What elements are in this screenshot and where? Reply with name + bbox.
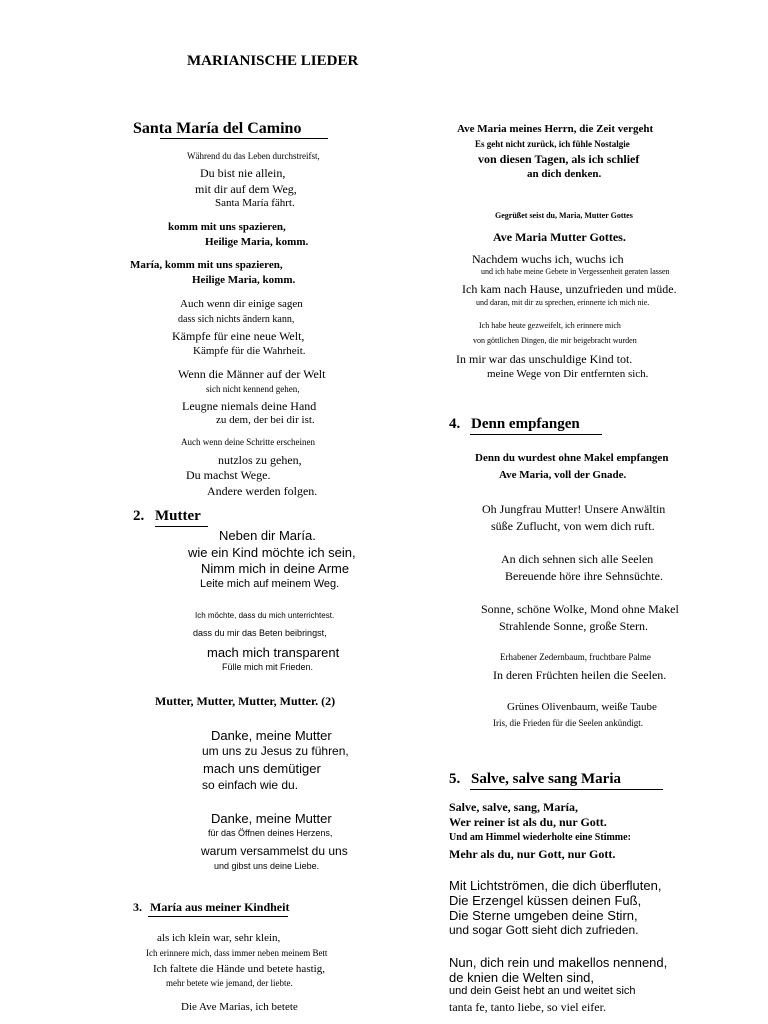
verse-line: Grünes Olivenbaum, weiße Taube bbox=[507, 701, 657, 713]
verse-line: Kämpfe für die Wahrheit. bbox=[193, 345, 306, 357]
verse-line: mach uns demütiger bbox=[203, 761, 321, 776]
verse-line: meine Wege von Dir entfernten sich. bbox=[487, 368, 649, 380]
title-underline bbox=[470, 789, 663, 790]
chorus-line: Denn du wurdest ohne Makel empfangen bbox=[475, 452, 669, 464]
verse-line: Ich möchte, dass du mich unterrichtest. bbox=[195, 611, 335, 620]
verse-line: Leugne niemals deine Hand bbox=[182, 399, 317, 413]
verse-line: Die Erzengel küssen deinen Fuß, bbox=[449, 893, 642, 908]
verse-line: als ich klein war, sehr klein, bbox=[157, 932, 281, 944]
verse-line: Iris, die Frieden für die Seelen ankündigt. bbox=[493, 718, 643, 728]
verse-line: Strahlende Sonne, große Stern. bbox=[499, 619, 648, 633]
verse-line: Nachdem wuchs ich, wuchs ich bbox=[472, 252, 624, 266]
verse-line: Danke, meine Mutter bbox=[211, 728, 332, 743]
verse-line: Leite mich auf meinem Weg. bbox=[200, 578, 340, 590]
verse-line: Ich kam nach Hause, unzufrieden und müde. bbox=[462, 282, 677, 296]
verse-line: von diesen Tagen, als ich schlief bbox=[478, 152, 640, 166]
verse-line: In mir war das unschuldige Kind tot. bbox=[456, 352, 633, 366]
song-number: 3. bbox=[133, 900, 142, 914]
verse-line: an dich denken. bbox=[527, 168, 602, 180]
verse-line: wie ein Kind möchte ich sein, bbox=[188, 545, 356, 560]
verse-line: mit dir auf dem Weg, bbox=[195, 182, 297, 196]
chorus-line: María, komm mit uns spazieren, bbox=[130, 259, 283, 271]
chorus-line: komm mit uns spazieren, bbox=[168, 221, 286, 233]
song-number: 4. bbox=[449, 416, 461, 432]
title-underline bbox=[160, 138, 328, 139]
verse-line: Nun, dich rein und makellos nennend, bbox=[449, 955, 668, 970]
verse-line: Es geht nicht zurück, ich fühle Nostalgie bbox=[475, 139, 630, 149]
song-title: María aus meiner Kindheit bbox=[150, 900, 290, 914]
title-underline bbox=[155, 526, 208, 527]
song-number: 2. bbox=[133, 508, 145, 524]
verse-line: Neben dir María. bbox=[219, 528, 316, 543]
verse-line: mehr betete wie jemand, der liebte. bbox=[166, 978, 293, 988]
verse-line: Ave Maria meines Herrn, die Zeit vergeht bbox=[457, 123, 654, 135]
title-underline bbox=[470, 434, 602, 435]
verse-line: zu dem, der bei dir ist. bbox=[216, 414, 315, 426]
document-title: MARIANISCHE LIEDER bbox=[187, 53, 359, 69]
verse-line: Ich erinnere mich, dass immer neben meinem Bett bbox=[146, 948, 328, 958]
verse-line: dass du mir das Beten beibringst, bbox=[193, 628, 327, 638]
verse-line: de knien die Welten sind, bbox=[449, 970, 595, 985]
verse-line: Die Sterne umgeben deine Stirn, bbox=[449, 908, 638, 923]
verse-line: mach mich transparent bbox=[207, 645, 340, 660]
verse-line: für das Öffnen deines Herzens, bbox=[208, 828, 333, 838]
verse-line: süße Zuflucht, von wem dich ruft. bbox=[491, 519, 655, 533]
verse-line: und sogar Gott sieht dich zufrieden. bbox=[449, 923, 639, 937]
verse-line: Sonne, schöne Wolke, Mond ohne Makel bbox=[481, 602, 679, 616]
verse-line: Ich habe heute gezweifelt, ich erinnere mich bbox=[479, 321, 621, 330]
verse-line: Oh Jungfrau Mutter! Unsere Anwältin bbox=[482, 502, 666, 516]
verse-line: und ich habe meine Gebete in Vergessenheit geraten lassen bbox=[481, 267, 670, 276]
chorus-line: Mehr als du, nur Gott, nur Gott. bbox=[449, 847, 616, 861]
song-title: Santa María del Camino bbox=[133, 120, 302, 137]
verse-line: Kämpfe für eine neue Welt, bbox=[172, 329, 305, 343]
title-underline bbox=[148, 916, 288, 917]
verse-line: Nimm mich in deine Arme bbox=[201, 561, 350, 576]
verse-line: Santa María fährt. bbox=[215, 197, 295, 209]
chorus-line: Heilige Maria, komm. bbox=[192, 274, 296, 286]
verse-line: so einfach wie du. bbox=[202, 778, 299, 792]
chorus-line: Und am Himmel wiederholte eine Stimme: bbox=[449, 832, 631, 843]
chorus-line: Mutter, Mutter, Mutter, Mutter. (2) bbox=[155, 694, 336, 708]
verse-line: und gibst uns deine Liebe. bbox=[214, 861, 320, 871]
verse-line: Du machst Wege. bbox=[186, 468, 271, 482]
song-title: Salve, salve sang Maria bbox=[471, 771, 621, 787]
verse-line: Ave Maria Mutter Gottes. bbox=[493, 230, 626, 244]
verse-line: und dein Geist hebt an und weitet sich bbox=[449, 985, 636, 997]
verse-line: tanta fe, tanto liebe, so viel eifer. bbox=[449, 1000, 606, 1014]
verse-line: Auch wenn dir einige sagen bbox=[180, 298, 303, 310]
verse-line: Mit Lichtströmen, die dich überfluten, bbox=[449, 878, 662, 893]
verse-line: dass sich nichts ändern kann, bbox=[178, 314, 295, 325]
song-title: Denn empfangen bbox=[471, 416, 580, 432]
verse-line: sich nicht kennend gehen, bbox=[206, 384, 300, 394]
song-title: Mutter bbox=[155, 508, 201, 524]
verse-line: Gegrüßet seist du, Maria, Mutter Gottes bbox=[495, 211, 633, 220]
verse-line: An dich sehnen sich alle Seelen bbox=[501, 552, 654, 566]
chorus-line: Heilige Maria, komm. bbox=[205, 236, 309, 248]
verse-line: Andere werden folgen. bbox=[207, 484, 318, 498]
verse-line: Bereuende höre ihre Sehnsüchte. bbox=[505, 569, 663, 583]
verse-line: In deren Früchten heilen die Seelen. bbox=[493, 668, 667, 682]
verse-line: Fülle mich mit Frieden. bbox=[222, 662, 314, 672]
verse-line: Während du das Leben durchstreifst, bbox=[187, 151, 320, 161]
verse-line: Auch wenn deine Schritte erscheinen bbox=[181, 437, 315, 447]
song-number: 5. bbox=[449, 771, 461, 787]
verse-line: Wenn die Männer auf der Welt bbox=[178, 367, 326, 381]
chorus-line: Wer reiner ist als du, nur Gott. bbox=[449, 815, 607, 829]
verse-line: Die Ave Marias, ich betete bbox=[181, 1001, 298, 1013]
verse-line: warum versammelst du uns bbox=[201, 844, 348, 858]
verse-line: Danke, meine Mutter bbox=[211, 811, 332, 826]
verse-line: Erhabener Zedernbaum, fruchtbare Palme bbox=[500, 652, 651, 662]
verse-line: nutzlos zu gehen, bbox=[218, 453, 302, 467]
verse-line: um uns zu Jesus zu führen, bbox=[202, 744, 349, 758]
verse-line: und daran, mit dir zu sprechen, erinnerte ich mich nie. bbox=[476, 298, 650, 307]
chorus-line: Ave Maria, voll der Gnade. bbox=[499, 469, 627, 481]
chorus-line: Salve, salve, sang, María, bbox=[449, 800, 578, 814]
verse-line: Du bist nie allein, bbox=[200, 166, 286, 180]
verse-line: von göttlichen Dingen, die mir beigebracht wurden bbox=[473, 336, 637, 345]
verse-line: Ich faltete die Hände und betete hastig, bbox=[153, 963, 325, 975]
